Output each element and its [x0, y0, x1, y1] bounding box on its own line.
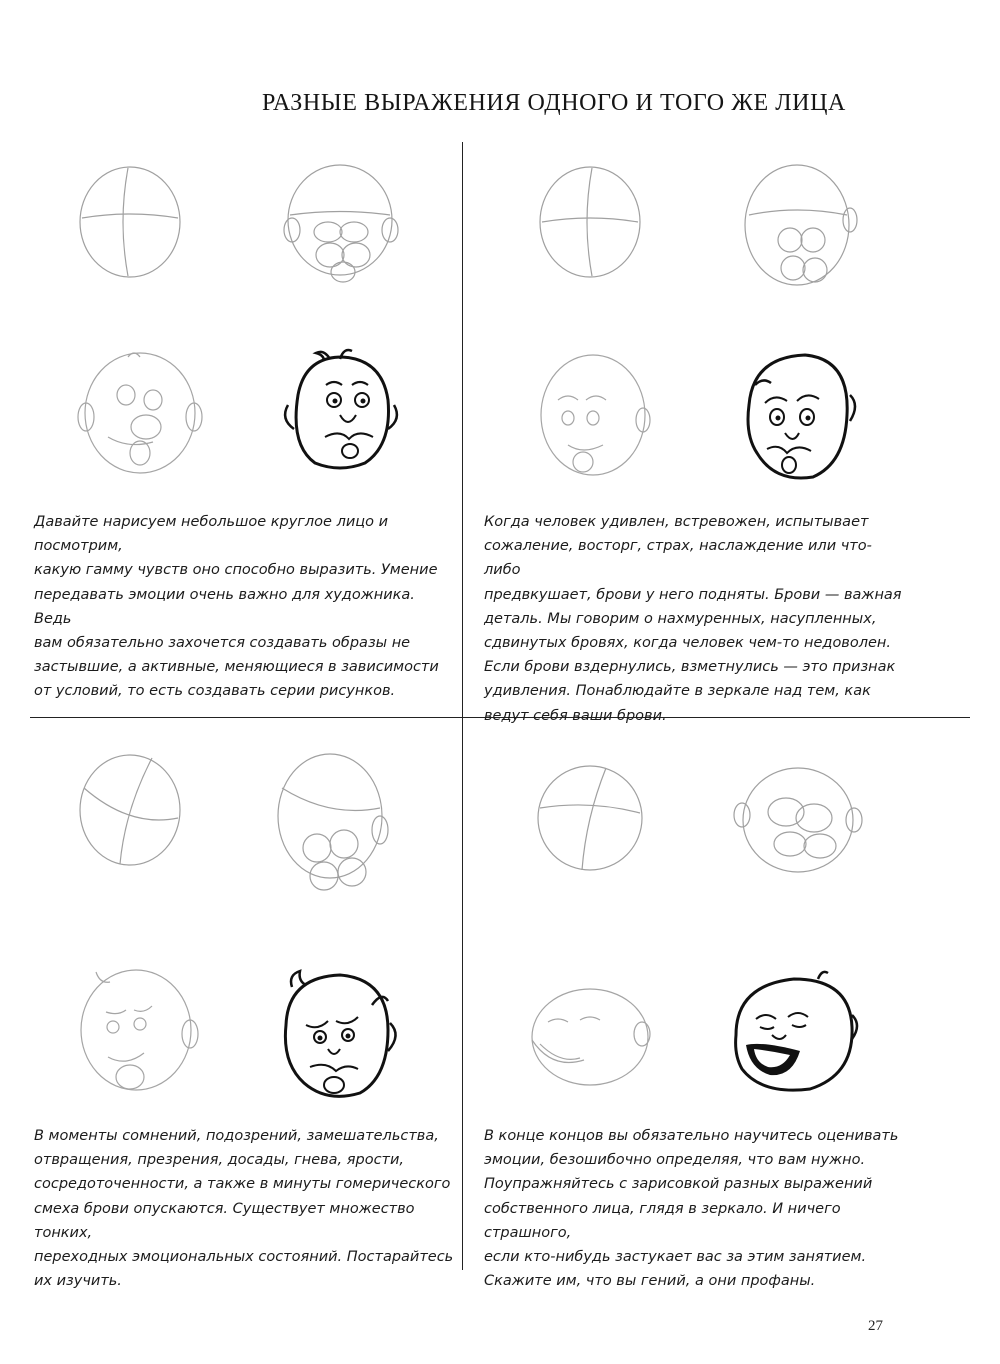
sketch-q1-step2-features: [270, 160, 410, 295]
sketch-q2-step1-circle: [530, 160, 650, 285]
section-2-caption: Когда человек удивлен, встревожен, испытывает сожаление, восторг, страх, наслаждение или что-либо предвкушает, брови у него подняты. Брови — важная деталь. Мы говорим о нахмуренных, насупленных, сдвинутых бровях, когда человек чем-то недоволен. Если брови вздернулись, взметнулись — это признак удивления. Понаблюдайте в зеркале над тем, как ведут себя ваши брови.: [484, 514, 902, 724]
sketch-q1-final-inked-face: [270, 345, 410, 480]
sketch-q3-step2-features: [262, 748, 402, 908]
sketch-q4-step2-features: [728, 760, 868, 885]
sketch-q1-step1-circle: [70, 160, 190, 285]
sketch-q3-step1-circle: [70, 748, 190, 873]
section-3-caption: В моменты сомнений, подозрений, замешательства, отвращения, презрения, досады, гнева, ярости, сосредоточенности, а также в минуты гомерического смеха брови опускаются. Существует множество тонких, переходных эмоциональных состояний. Постарайтесь их изучить.: [34, 1128, 454, 1290]
sketch-q2-step3-detailed: [528, 350, 658, 490]
sketch-q2-final-inked-face: [735, 345, 865, 490]
sketch-q3-final-inked-face: [272, 965, 407, 1105]
sketch-q4-step1-circle: [530, 758, 650, 878]
vertical-divider: [462, 142, 463, 1270]
section-1-caption: Давайте нарисуем небольшое круглое лицо и посмотрим, какую гамму чувств оно способно выразить. Умение передавать эмоции очень важно для художника. Ведь вам обязательно захочется создавать образы не застывшие, а активные, меняющиеся в зависимости от условий, то есть создавать серии рисунков.: [34, 514, 439, 700]
page-number: 27: [868, 1318, 883, 1334]
sketch-q1-step3-detailed: [68, 345, 208, 485]
page-title: РАЗНЫЕ ВЫРАЖЕНИЯ ОДНОГО И ТОГО ЖЕ ЛИЦА: [262, 90, 846, 117]
sketch-q3-step3-detailed: [68, 962, 203, 1102]
sketch-q2-step2-features: [735, 160, 865, 300]
section-4-caption: В конце концов вы обязательно научитесь оценивать эмоции, безошибочно определяя, что вам нужно. Поупражняйтесь с зарисовкой разных выражений собственного лица, глядя в зеркало. И ничего страшного, если кто-нибудь застукает вас за этим занятием. Скажите им, что вы гений, а они профаны.: [484, 1128, 899, 1290]
sketch-q4-final-inked-face: [722, 965, 867, 1100]
sketch-q4-step3-detailed: [518, 982, 658, 1097]
